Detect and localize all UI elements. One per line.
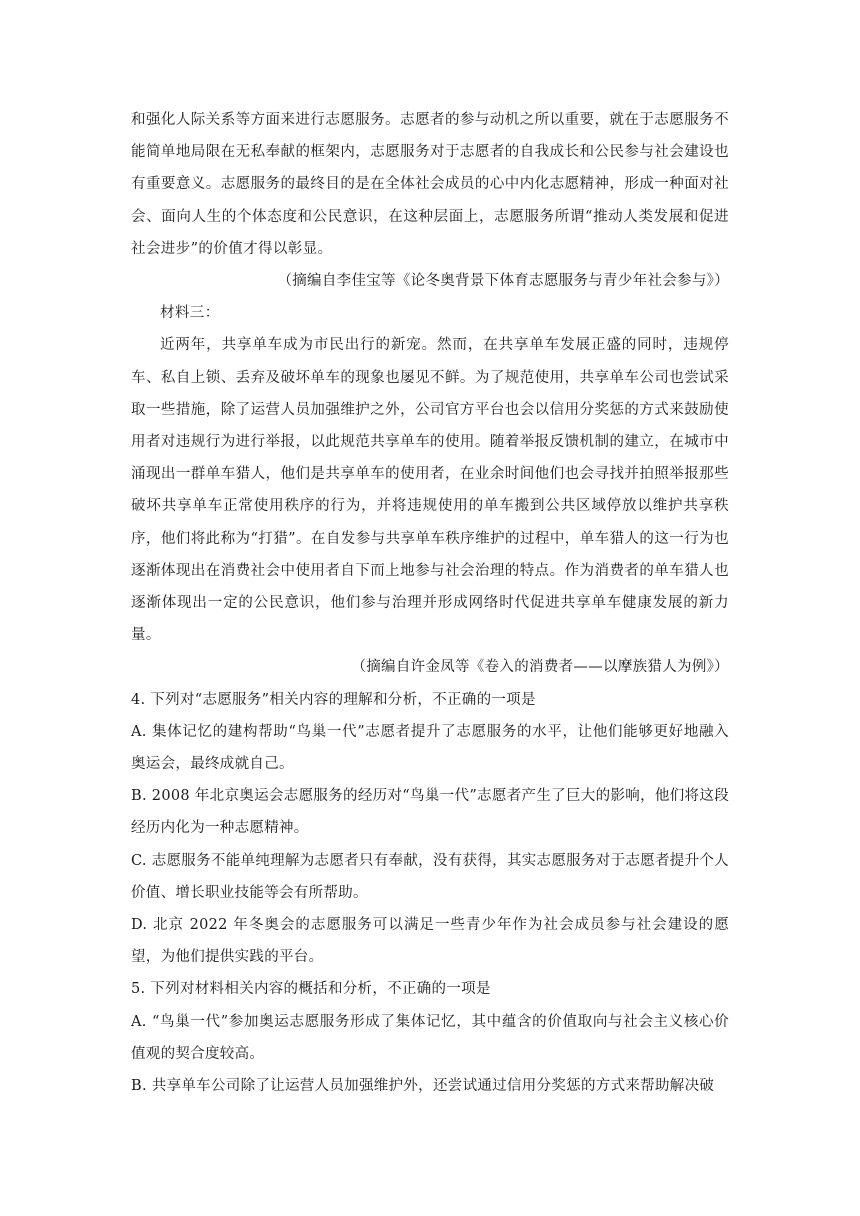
question-5-option-b: B. 共享单车公司除了让运营人员加强维护外，还尝试通过信用分奖惩的方式来帮助解决破	[131, 1078, 715, 1095]
question-5-stem: 5. 下列对材料相关内容的概括和分析，不正确的一项是	[131, 981, 491, 998]
question-4-option-c: C. 志愿服务不能单纯理解为志愿者只有奉献，没有获得，其实志愿服务对于志愿者提升个人价值、增长职业技能等会有所帮助。	[131, 852, 729, 901]
material-three-paragraph: 近两年，共享单车成为市民出行的新宠。然而，在共享单车发展正盛的同时，违规停车、私自上锁、丢弃及破坏单车的现象也屡见不鲜。为了规范使用，共享单车公司也尝试采取一些措施，除了运营人员加强维护之外，公司官方平台也会以信用分奖惩的方式来鼓励使用者对违规行为进行举报，以此规范共享单车的使用。随着举报反馈机制的建立，在城市中涌现出一群单车猎人，他们是共享单车的使用者，在业余时间他们也会寻找并拍照举报那些破坏共享单车正常使用秩序的行为，并将违规使用的单车搬到公共区域停放以维护共享秩序，他们将此称为“打猎”。在自发参与共享单车秩序维护的过程中，单车猎人的这一行为也逐渐体现出在消费社会中使用者自下而上地参与社会治理的特点。作为消费者的单车猎人也逐渐体现出一定的公民意识，他们参与治理并形成网络时代促进共享单车健康发展的新力量。	[131, 337, 729, 644]
question-4	[131, 684, 729, 974]
material-three-citation: （摘编自许金凤等《卷入的消费者——以摩族猎人为例》）	[351, 659, 729, 676]
question-4-stem: 4. 下列对“志愿服务”相关内容的理解和分析，不正确的一项是	[131, 691, 536, 708]
question-5-option-a: A. “鸟巢一代”参加奥运志愿服务形成了集体记忆，其中蕴含的价值取向与社会主义核心价值观的契合度较高。	[131, 1013, 729, 1062]
question-5	[131, 973, 729, 1102]
material-three-label: 材料三：	[160, 305, 220, 322]
question-4-option-d: D. 北京 2022 年冬奥会的志愿服务可以满足一些青少年作为社会成员参与社会建设的愿望，为他们提供实践的平台。	[131, 917, 729, 966]
question-4-option-b: B. 2008 年北京奥运会志愿服务的经历对“鸟巢一代”志愿者产生了巨大的影响，他们将这段经历内化为一种志愿精神。	[131, 788, 729, 837]
document-page	[131, 104, 729, 1102]
material-two-citation: （摘编自李佳宝等《论冬奥背景下体育志愿服务与青少年社会参与》）	[277, 273, 729, 290]
question-4-option-a: A. 集体记忆的建构帮助“鸟巢一代”志愿者提升了志愿服务的水平，让他们能够更好地融入奥运会，最终成就自己。	[131, 723, 729, 773]
material-two-tail-paragraph: 和强化人际关系等方面来进行志愿服务。志愿者的参与动机之所以重要，就在于志愿服务不能简单地局限在无私奉献的框架内，志愿服务对于志愿者的自我成长和公民参与社会建设也有重要意义。志愿服务的最终目的是在全体社会成员的心中内化志愿精神，形成一种面对社会、面向人生的个体态度和公民意识，在这种层面上，志愿服务所谓“推动人类发展和促进社会进步”的价值才得以彰显。	[131, 112, 729, 257]
